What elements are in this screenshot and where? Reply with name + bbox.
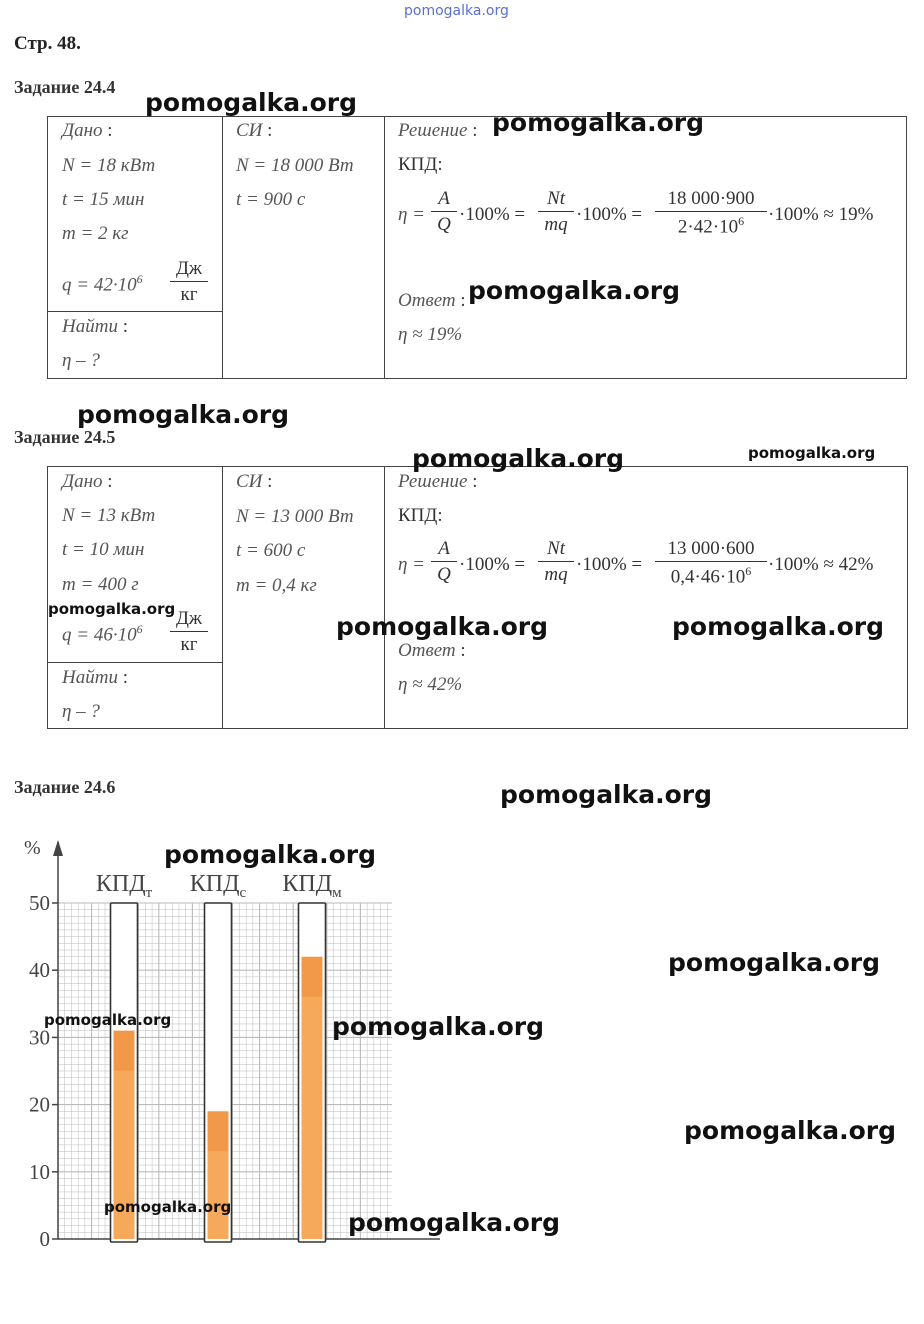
- task-24-6-title: Задание 24.6: [14, 777, 116, 797]
- si-line: N = 18 000 Вт: [236, 155, 354, 176]
- given-line: t = 10 мин: [62, 539, 145, 560]
- y-tick-label: 20: [29, 1092, 50, 1117]
- si-line: t = 900 с: [236, 189, 306, 210]
- watermark: pomogalka.org: [104, 1198, 232, 1216]
- watermark: pomogalka.org: [164, 840, 377, 869]
- given-line: m = 2 кг: [62, 223, 129, 244]
- bar-top-shade: [302, 957, 323, 997]
- find-value: η – ?: [62, 350, 100, 371]
- q-given: $q = 42\cdot 10^6$: [62, 272, 143, 296]
- bar-3: [302, 957, 323, 1239]
- answer-label: Ответ :: [398, 640, 466, 661]
- bar-label: $КПД_с$: [189, 871, 247, 901]
- watermark: pomogalka.org: [492, 108, 705, 137]
- bar-top-shade: [114, 1031, 135, 1071]
- kpd-label: КПД:: [398, 154, 443, 175]
- page-title: Стр. 48.: [14, 33, 81, 54]
- task-24-4-title: Задание 24.4: [14, 77, 116, 97]
- solution-label: Решение :: [398, 471, 478, 492]
- y-axis-label: %: [24, 837, 41, 859]
- bar-label: $КПД_м$: [282, 871, 342, 901]
- given-line: N = 13 кВт: [62, 505, 156, 526]
- watermark: pomogalka.org: [332, 1012, 545, 1041]
- given-label: Дано :: [62, 120, 113, 141]
- given-line: m = 400 г: [62, 574, 139, 595]
- q-unit-fraction: Дж кг: [170, 258, 208, 306]
- watermark: pomogalka.org: [668, 948, 881, 977]
- task-24-5-title: Задание 24.5: [14, 427, 116, 447]
- watermark: pomogalka.org: [500, 780, 713, 809]
- y-axis-arrow: [53, 840, 63, 856]
- si-line: m = 0,4 кг: [236, 575, 317, 596]
- watermark: pomogalka.org: [348, 1208, 561, 1237]
- y-tick-label: 50: [29, 891, 50, 915]
- q-given: $q = 46\cdot 10^6$: [62, 622, 143, 646]
- given-line: t = 15 мин: [62, 189, 145, 210]
- watermark: pomogalka.org: [48, 600, 176, 618]
- watermark: pomogalka.org: [412, 444, 625, 473]
- q-unit-fraction: Дж кг: [170, 608, 208, 656]
- answer-label: Ответ :: [398, 290, 466, 311]
- y-tick-label: 0: [39, 1227, 50, 1251]
- answer-value: η ≈ 42%: [398, 674, 463, 695]
- watermark: pomogalka.org: [77, 400, 290, 429]
- watermark: pomogalka.org: [684, 1116, 897, 1145]
- si-line: t = 600 с: [236, 540, 306, 561]
- y-tick-label: 10: [29, 1159, 50, 1184]
- given-line: N = 18 кВт: [62, 155, 156, 176]
- watermark: pomogalka.org: [748, 444, 876, 462]
- watermark: pomogalka.org: [145, 88, 358, 117]
- watermark: pomogalka.org: [672, 612, 885, 641]
- watermark: pomogalka.org: [468, 276, 681, 305]
- find-value: η – ?: [62, 701, 100, 722]
- kpd-label: КПД:: [398, 505, 443, 526]
- watermark: pomogalka.org: [44, 1011, 172, 1029]
- bar-top-shade: [208, 1111, 229, 1151]
- solution-label: Решение :: [398, 120, 478, 141]
- given-label: Дано :: [62, 471, 113, 492]
- bar-label: $КПД_т$: [95, 871, 153, 901]
- y-tick-label: 40: [29, 958, 50, 983]
- find-label: Найти :: [62, 316, 128, 337]
- si-label: СИ :: [236, 471, 273, 492]
- answer-value: η ≈ 19%: [398, 324, 463, 345]
- y-tick-label: 30: [29, 1025, 50, 1050]
- si-line: N = 13 000 Вт: [236, 506, 354, 527]
- si-label: СИ :: [236, 120, 273, 141]
- find-label: Найти :: [62, 667, 128, 688]
- watermark: pomogalka.org: [336, 612, 549, 641]
- top-watermark: pomogalka.org: [404, 3, 509, 19]
